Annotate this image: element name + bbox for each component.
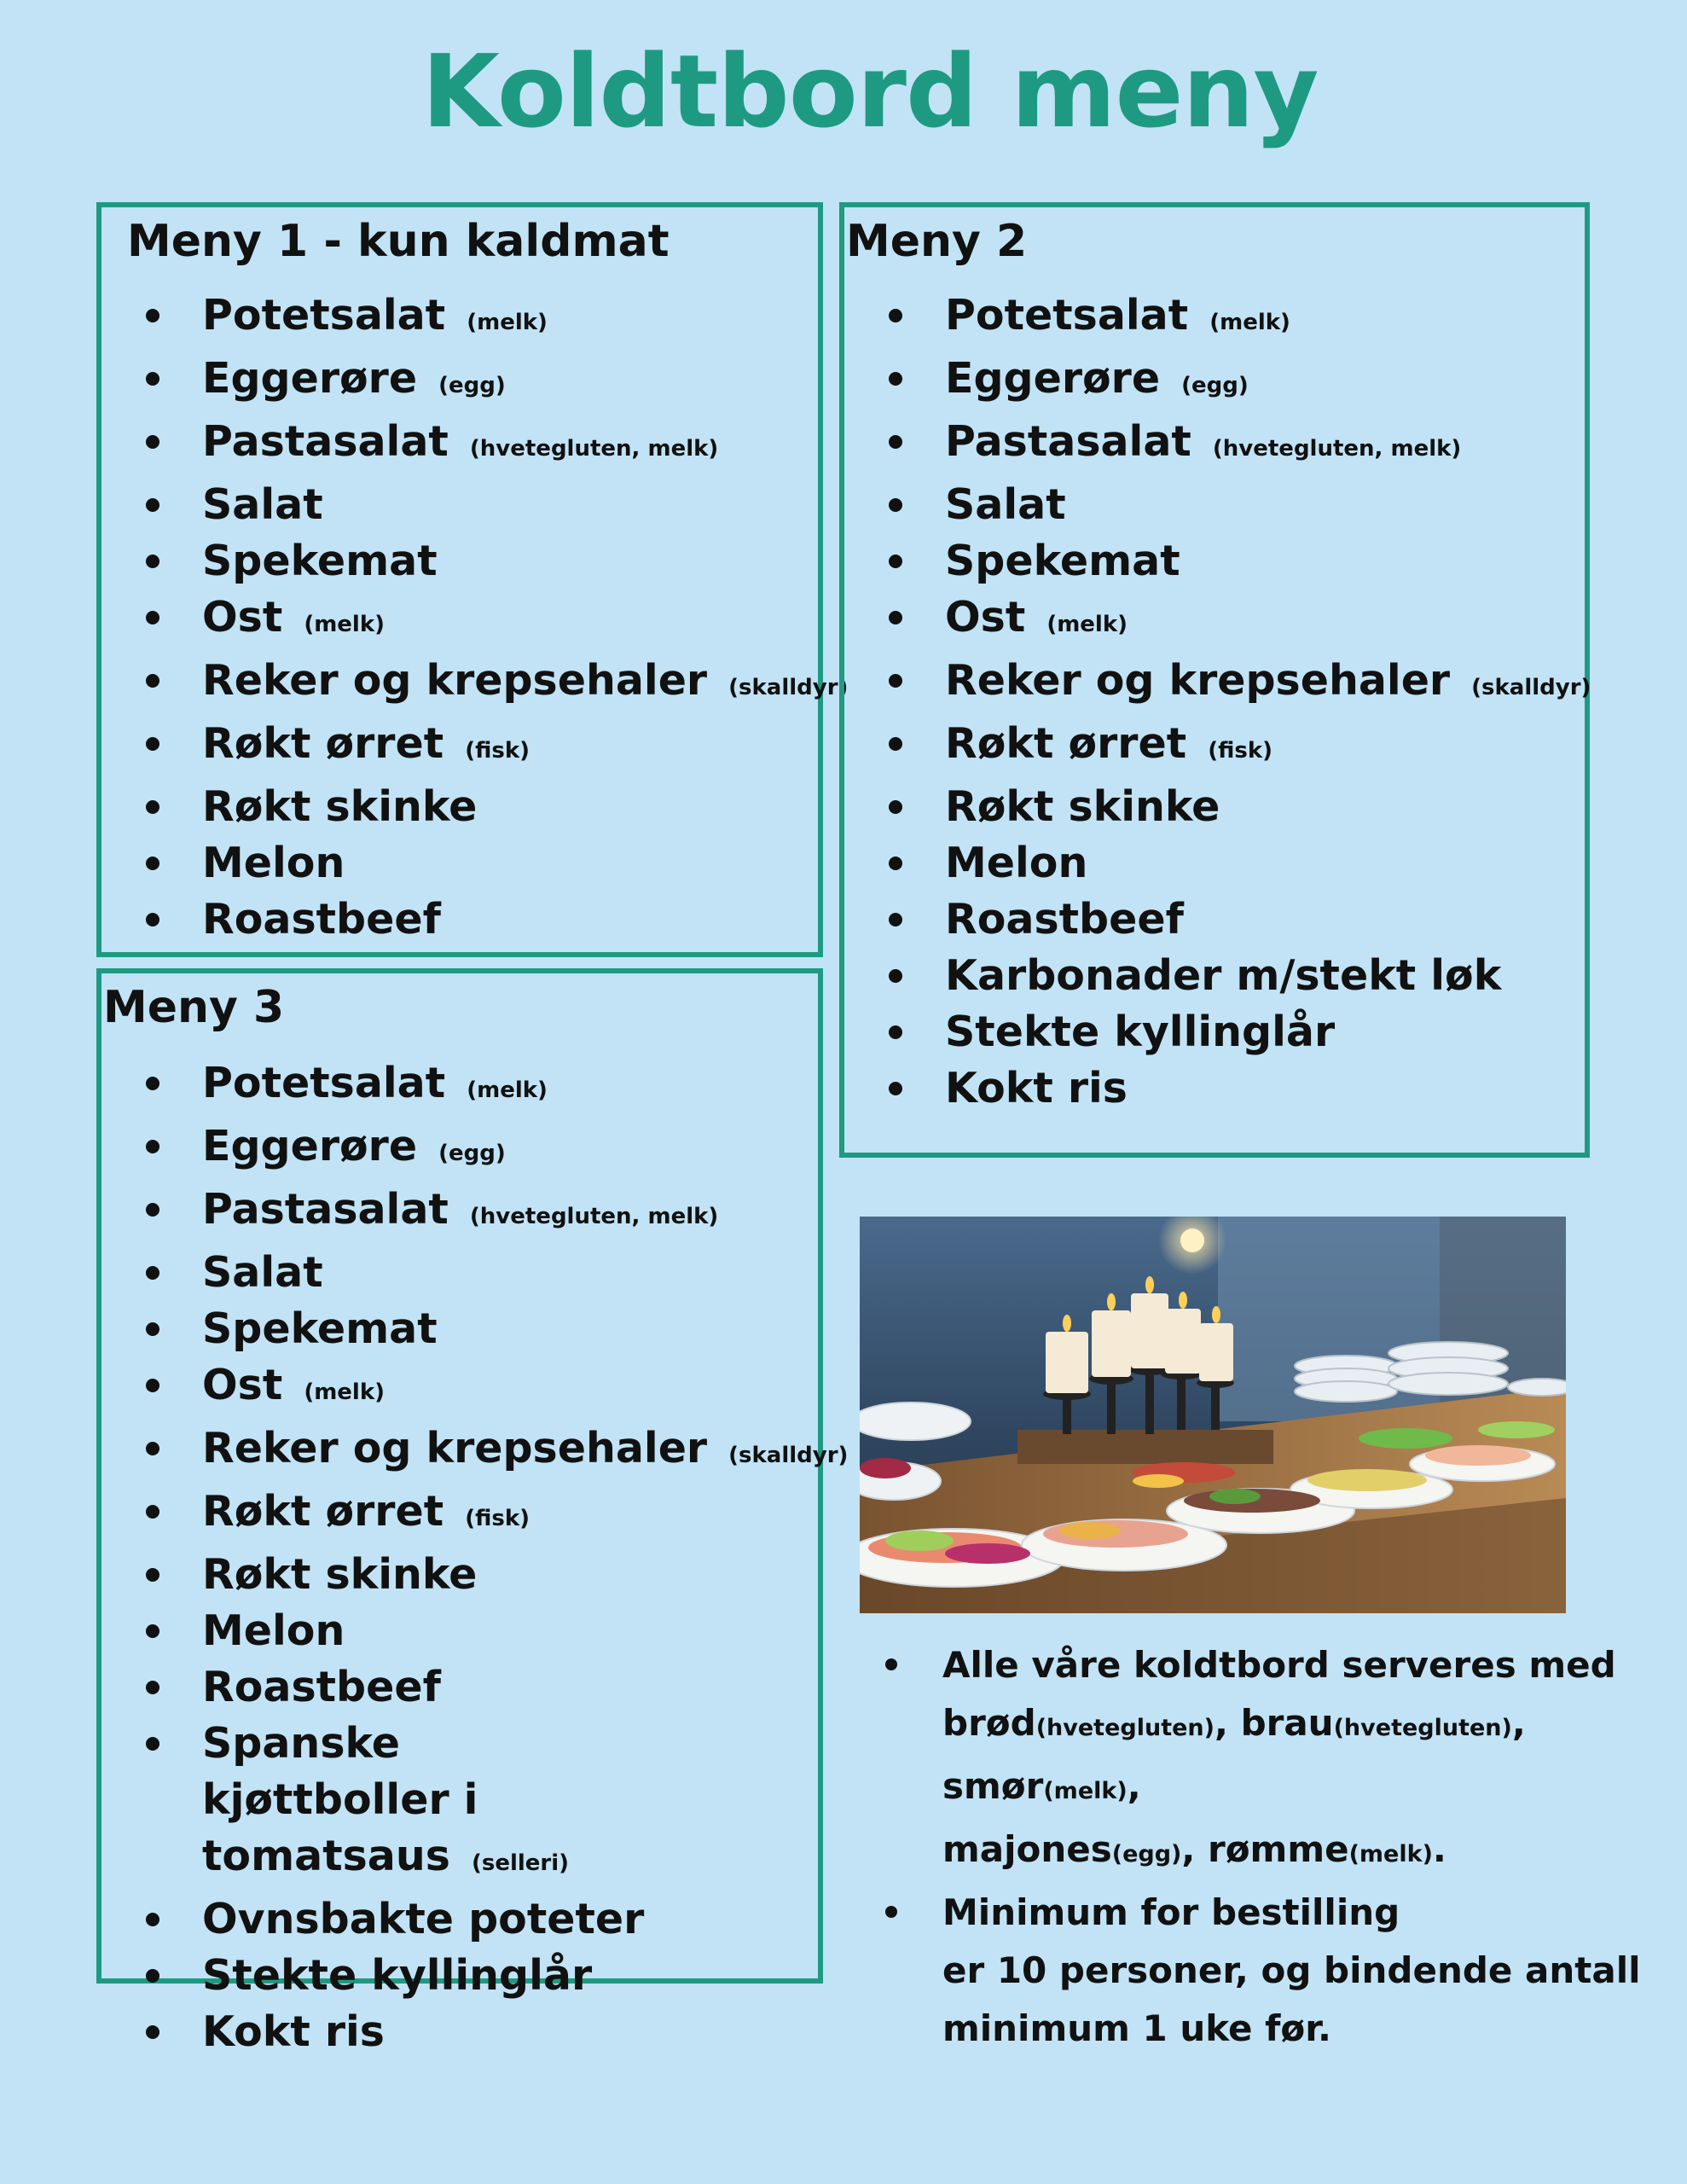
- served-item: smør: [942, 1765, 1044, 1807]
- menu-2-box: [839, 202, 1590, 1158]
- menu-item: [101, 351, 818, 414]
- served-item-separator: .: [1432, 1828, 1446, 1870]
- menu-item: [844, 590, 1585, 653]
- menu-2-list: [844, 288, 1591, 1117]
- served-item-note: (hvetegluten): [1035, 1715, 1215, 1741]
- allergen-note: (skalldyr): [1471, 675, 1591, 700]
- buffet-photo: [860, 1217, 1566, 1613]
- served-item: rømme: [1207, 1828, 1349, 1870]
- menu-item: [101, 1420, 849, 1484]
- menu-item-name: Ovnsbakte poteter: [202, 1895, 645, 1943]
- menu-item: [101, 1716, 646, 1891]
- menu-item: [101, 716, 818, 779]
- menu-item: [101, 477, 818, 533]
- allergen-note: (skalldyr): [728, 675, 849, 700]
- menu-item: [101, 2004, 818, 2060]
- menu-item-name: Salat: [945, 480, 1066, 529]
- menu-item: [844, 779, 1585, 835]
- menu-item-name: Røkt ørret: [945, 719, 1187, 768]
- menu-item: [844, 835, 1585, 892]
- menu-item-name: Stekte kyllinglår: [945, 1008, 1336, 1056]
- menu-item: [101, 1603, 818, 1659]
- info-list: [878, 1636, 1646, 2058]
- allergen-note: (egg): [438, 1141, 506, 1166]
- menu-item-name: Spekemat: [202, 1304, 438, 1353]
- served-item: majones: [942, 1828, 1112, 1870]
- menu-item-name: Kokt ris: [202, 2007, 385, 2056]
- menu-item: [101, 1182, 818, 1245]
- menu-item: [101, 892, 818, 948]
- allergen-note: (melk): [304, 1380, 386, 1405]
- info-minimum-line1: Minimum for bestilling: [942, 1891, 1400, 1933]
- menu-item-name: Røkt ørret: [202, 1487, 444, 1536]
- menu-item-name: Melon: [945, 839, 1088, 887]
- allergen-note: (hvetegluten, melk): [469, 1204, 719, 1229]
- served-item: brau: [1240, 1702, 1334, 1744]
- allergen-note: (melk): [467, 310, 548, 335]
- menu-item-name: Reker og krepsehaler: [945, 656, 1451, 705]
- menu-item-name: Pastasalat: [945, 417, 1191, 466]
- menu-item: [101, 779, 818, 835]
- menu-item-name: Røkt skinke: [945, 782, 1220, 831]
- allergen-note: (selleri): [471, 1850, 570, 1876]
- allergen-note: (skalldyr): [728, 1443, 849, 1468]
- menu-item: [101, 1118, 818, 1182]
- menu-item-name: Potetsalat: [945, 291, 1189, 340]
- menu-item: [101, 288, 818, 351]
- info-minimum-line3: minimum 1 uke før.: [942, 2007, 1331, 2049]
- allergen-note: (melk): [1046, 612, 1128, 637]
- menu-item: [101, 835, 818, 892]
- menu-item-name: Roastbeef: [202, 1663, 441, 1711]
- menu-item-name: Spekemat: [202, 537, 438, 585]
- allergen-note: (melk): [304, 612, 386, 637]
- menu-item-name: Salat: [202, 1248, 323, 1297]
- served-item-separator: ,: [1181, 1828, 1208, 1870]
- menu-3-heading: Meny 3: [103, 982, 285, 1033]
- menu-item: [844, 533, 1585, 590]
- served-item: brød: [942, 1702, 1036, 1744]
- info-served-intro: Alle våre koldtbord serveres med: [942, 1644, 1616, 1686]
- allergen-note: (fisk): [465, 738, 530, 764]
- allergen-note: (melk): [467, 1077, 548, 1103]
- served-item-separator: ,: [1511, 1702, 1526, 1744]
- menu-item-name: Salat: [202, 480, 323, 529]
- menu-item: [101, 1245, 818, 1301]
- served-item-separator: ,: [1214, 1702, 1241, 1744]
- allergen-note: (fisk): [465, 1506, 530, 1531]
- menu-item-name: Melon: [202, 1606, 345, 1655]
- menu-item: [844, 351, 1585, 414]
- menu-item: [101, 1948, 818, 2004]
- menu-item-name: Kokt ris: [945, 1064, 1128, 1112]
- info-served: [878, 1636, 1646, 1884]
- menu-item-name: Roastbeef: [202, 895, 441, 944]
- menu-item-name: Melon: [202, 839, 345, 887]
- allergen-note: (melk): [1209, 310, 1290, 335]
- menu-item: [101, 1055, 818, 1118]
- page-title: Koldtbord meny: [421, 32, 1319, 150]
- menu-item-name: Reker og krepsehaler: [202, 1424, 708, 1472]
- menu-item: [844, 477, 1585, 533]
- menu-item: [101, 414, 818, 477]
- info-served-parts: [942, 1702, 1526, 1870]
- served-item-note: (egg): [1111, 1841, 1182, 1867]
- menu-item-name: Roastbeef: [945, 895, 1184, 944]
- menu-item-name: Reker og krepsehaler: [202, 656, 708, 705]
- menu-item-name: Ost: [202, 593, 283, 642]
- menu-item-name: Potetsalat: [202, 291, 446, 340]
- menu-item: [101, 1357, 818, 1420]
- served-item-separator: ,: [1127, 1765, 1141, 1807]
- menu-3-box: [96, 968, 849, 2056]
- menu-item-name: Spanske kjøttboller i tomatsaus: [202, 1719, 478, 1880]
- menu-item-name: Røkt ørret: [202, 719, 444, 768]
- allergen-note: (hvetegluten, melk): [1212, 436, 1462, 462]
- menu-item: [844, 1060, 1585, 1117]
- info-minimum: [878, 1884, 1646, 2058]
- menu-item: [844, 892, 1585, 948]
- menu-item: [101, 653, 849, 716]
- menu-1-heading: Meny 1 - kun kaldmat: [127, 216, 670, 267]
- menu-item-name: Røkt skinke: [202, 1550, 478, 1599]
- served-item-note: (hvetegluten): [1333, 1715, 1512, 1741]
- menu-item: [101, 590, 818, 653]
- menu-item: [101, 1484, 818, 1547]
- menu-item: [101, 1547, 818, 1603]
- menu-item: [101, 1891, 818, 1948]
- menu-item: [844, 716, 1585, 779]
- menu-item-name: Ost: [202, 1361, 283, 1409]
- menu-item-name: Pastasalat: [202, 1185, 449, 1234]
- served-item-note: (melk): [1043, 1778, 1128, 1804]
- menu-item-name: Eggerøre: [202, 1122, 418, 1170]
- served-item-note: (melk): [1348, 1841, 1433, 1867]
- menu-2-heading: Meny 2: [846, 216, 1028, 267]
- menu-item-name: Ost: [945, 593, 1026, 642]
- allergen-note: (egg): [1181, 373, 1249, 398]
- menu-item: [844, 948, 1585, 1004]
- menu-item: [844, 1004, 1585, 1060]
- menu-3-list: [101, 1055, 849, 2060]
- menu-item-name: Potetsalat: [202, 1059, 446, 1107]
- menu-item: [101, 1301, 818, 1357]
- allergen-note: (fisk): [1208, 738, 1272, 764]
- menu-item: [844, 288, 1585, 351]
- menu-item: [101, 1659, 818, 1716]
- menu-item-name: Røkt skinke: [202, 782, 478, 831]
- menu-1-box: [96, 202, 849, 957]
- menu-1-list: [101, 288, 849, 948]
- menu-item-name: Pastasalat: [202, 417, 449, 466]
- info-minimum-line2: er 10 personer, og bindende antall: [942, 1949, 1641, 1991]
- menu-item-name: Stekte kyllinglår: [202, 1951, 593, 2000]
- menu-item-name: Eggerøre: [945, 354, 1161, 403]
- allergen-note: (egg): [438, 373, 506, 398]
- menu-item: [844, 653, 1591, 716]
- menu-item: [844, 414, 1585, 477]
- menu-item: [101, 533, 818, 590]
- menu-item-name: Eggerøre: [202, 354, 418, 403]
- allergen-note: (hvetegluten, melk): [469, 436, 719, 462]
- menu-item-name: Karbonader m/stekt løk: [945, 951, 1502, 1000]
- menu-item-name: Spekemat: [945, 537, 1180, 585]
